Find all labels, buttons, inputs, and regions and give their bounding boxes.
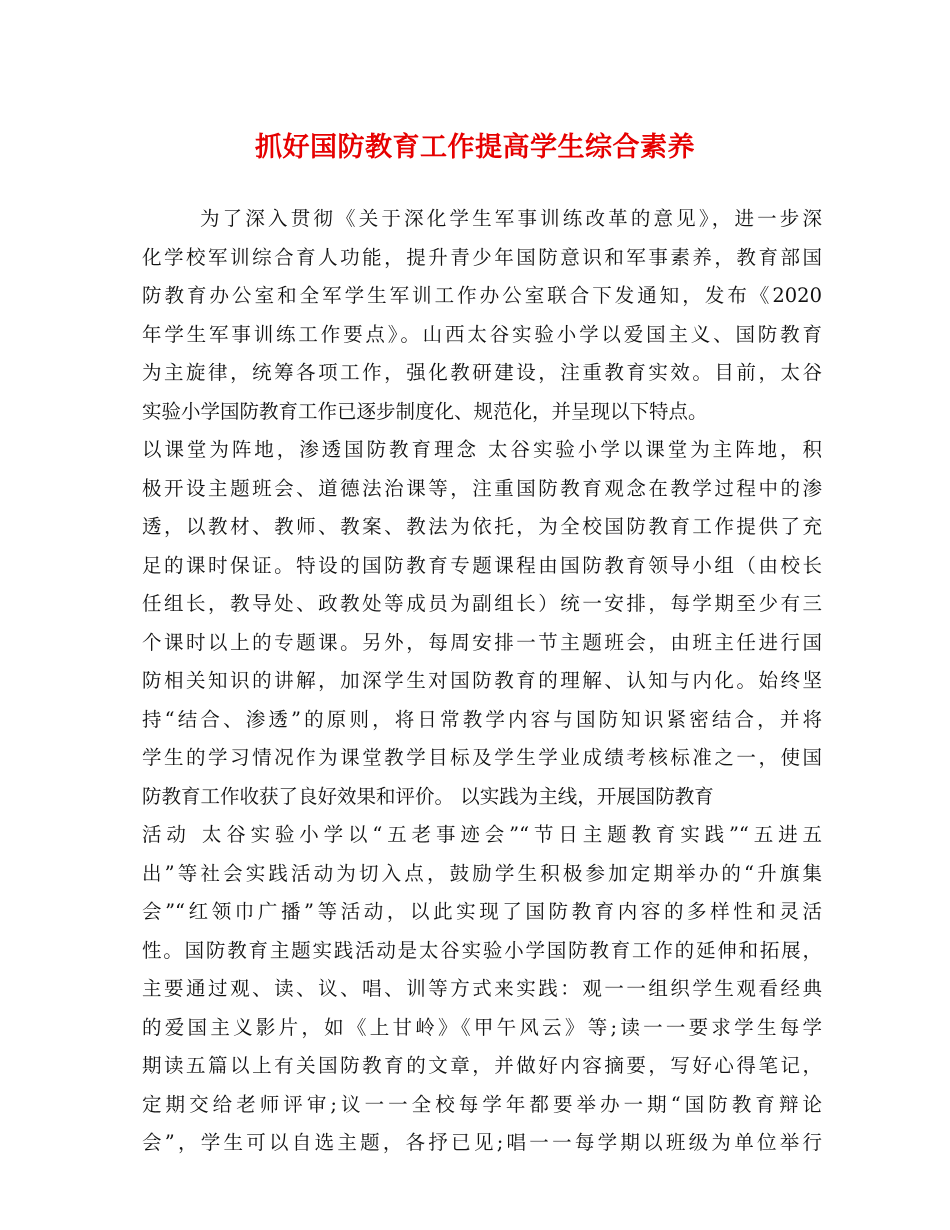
body-line: 为了深入贯彻《关于深化学生军事训练改革的意见》，进一步深 [200, 207, 822, 230]
body-line: 透，以教材、教师、教案、教法为依托，为全校国防教育工作提供了充 [142, 515, 822, 538]
body-line: 为主旋律，统筹各项工作，强化教研建设，注重教育实效。目前，太谷 [142, 361, 822, 384]
body-line: 出”等社会实践活动为切入点，鼓励学生积极参加定期举办的“升旗集 [142, 861, 822, 885]
body-line: 性。国防教育主题实践活动是太谷实验小学国防教育工作的延伸和拓展， [142, 938, 822, 962]
body-line: 持“结合、渗透”的原则，将日常教学内容与国防知识紧密结合，并将 [142, 707, 822, 731]
body-line: 定期交给老师评审;议一一全校每学年都要举办一期“国防教育辩论 [142, 1092, 822, 1116]
document-title: 抓好国防教育工作提高学生综合素养 [255, 132, 695, 163]
body-line: 极开设主题班会、道德法治课等，注重国防教育观念在教学过程中的渗 [142, 476, 822, 500]
document-body [142, 200, 822, 1163]
body-line: 以课堂为阵地，渗透国防教育理念 太谷实验小学以课堂为主阵地，积 [142, 438, 822, 461]
body-line: 学生的学习情况作为课堂教学目标及学生学业成绩考核标准之一，使国 [142, 746, 822, 769]
body-line: 会”，学生可以自选主题，各抒已见;唱一一每学期以班级为单位举行 [142, 1131, 822, 1154]
body-line: 个课时以上的专题课。另外，每周安排一节主题班会，由班主任进行国 [142, 630, 822, 654]
body-line: 期读五篇以上有关国防教育的文章，并做好内容摘要，写好心得笔记， [142, 1054, 822, 1077]
body-line: 年学生军事训练工作要点》。山西太谷实验小学以爱国主义、国防教育 [142, 322, 822, 346]
body-line: 防相关知识的讲解，加深学生对国防教育的理解、认知与内化。始终坚 [142, 669, 822, 692]
body-line: 防教育办公室和全军学生军训工作办公室联合下发通知，发布《2020 [142, 284, 822, 307]
body-line: 化学校军训综合育人功能，提升青少年国防意识和军事素养，教育部国 [142, 245, 822, 269]
body-line: 任组长，教导处、政教处等成员为副组长）统一安排，每学期至少有三 [142, 592, 822, 615]
body-line: 防教育工作收获了良好效果和评价。 以实践为主线，开展国防教育 [142, 784, 714, 808]
body-line: 会”“红领巾广播”等活动，以此实现了国防教育内容的多样性和灵活 [142, 900, 822, 923]
body-line: 实验小学国防教育工作已逐步制度化、规范化，并呈现以下特点。 [142, 399, 708, 423]
body-line: 活动 太谷实验小学以“五老事迹会”“节日主题教育实践”“五进五 [142, 823, 822, 846]
body-line: 足的课时保证。特设的国防教育专题课程由国防教育领导小组（由校长 [142, 553, 822, 577]
body-line: 主要通过观、读、议、唱、训等方式来实践：观一一组织学生观看经典 [142, 977, 822, 1000]
body-line: 的爱国主义影片，如《上甘岭》《甲午风云》等;读一一要求学生每学 [142, 1015, 822, 1039]
